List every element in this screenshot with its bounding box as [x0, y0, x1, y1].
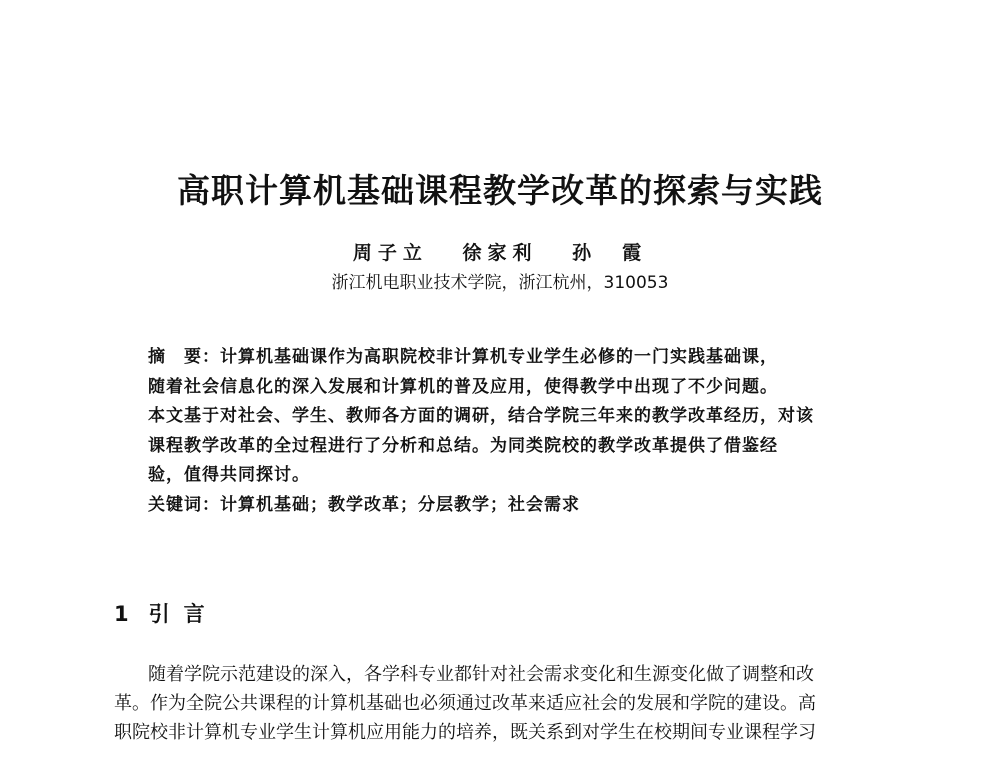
abstract-label: 摘 要：	[148, 347, 220, 367]
body-line: 职院校非计算机专业学生计算机应用能力的培养，既关系到对学生在校期间专业课程学习	[114, 722, 816, 743]
keywords-label: 关键词：	[148, 494, 220, 515]
section-heading	[114, 598, 219, 628]
abstract-text: 计算机基础课作为高职院校非计算机专业学生必修的一门实践基础课，	[220, 347, 778, 367]
abstract-line	[148, 343, 863, 373]
abstract-line: 验，值得共同探讨。	[148, 465, 310, 486]
keywords	[148, 491, 863, 521]
abstract-line: 随着社会信息化的深入发展和计算机的普及应用，使得教学中出现了不少问题。	[148, 376, 778, 397]
keywords-text: 计算机基础；教学改革；分层教学；社会需求	[220, 494, 580, 515]
author-name: 孙 霞	[572, 242, 648, 264]
body-line: 随着学院示范建设的深入，各学科专业都针对社会需求变化和生源变化做了调整和改	[148, 664, 814, 685]
abstract-line: 本文基于对社会、学生、教师各方面的调研，结合学院三年来的教学改革经历，对该	[148, 406, 814, 427]
abstract	[148, 343, 863, 521]
author-affiliation: 浙江机电职业技术学院，浙江杭州，310053	[331, 273, 669, 293]
body-line: 革。作为全院公共课程的计算机基础也必须通过改革来适应社会的发展和学院的建设。高	[114, 693, 816, 714]
author-name: 徐家利	[462, 242, 538, 264]
paper-title: 高职计算机基础课程教学改革的探索与实践	[177, 171, 823, 210]
author-name: 周子立	[352, 242, 428, 264]
abstract-line: 课程教学改革的全过程进行了分析和总结。为同类院校的教学改革提供了借鉴经	[148, 435, 778, 456]
section-title: 引言	[148, 602, 219, 626]
section-number: 1	[114, 602, 129, 626]
author-list	[0, 238, 1000, 265]
section-body	[114, 660, 890, 747]
